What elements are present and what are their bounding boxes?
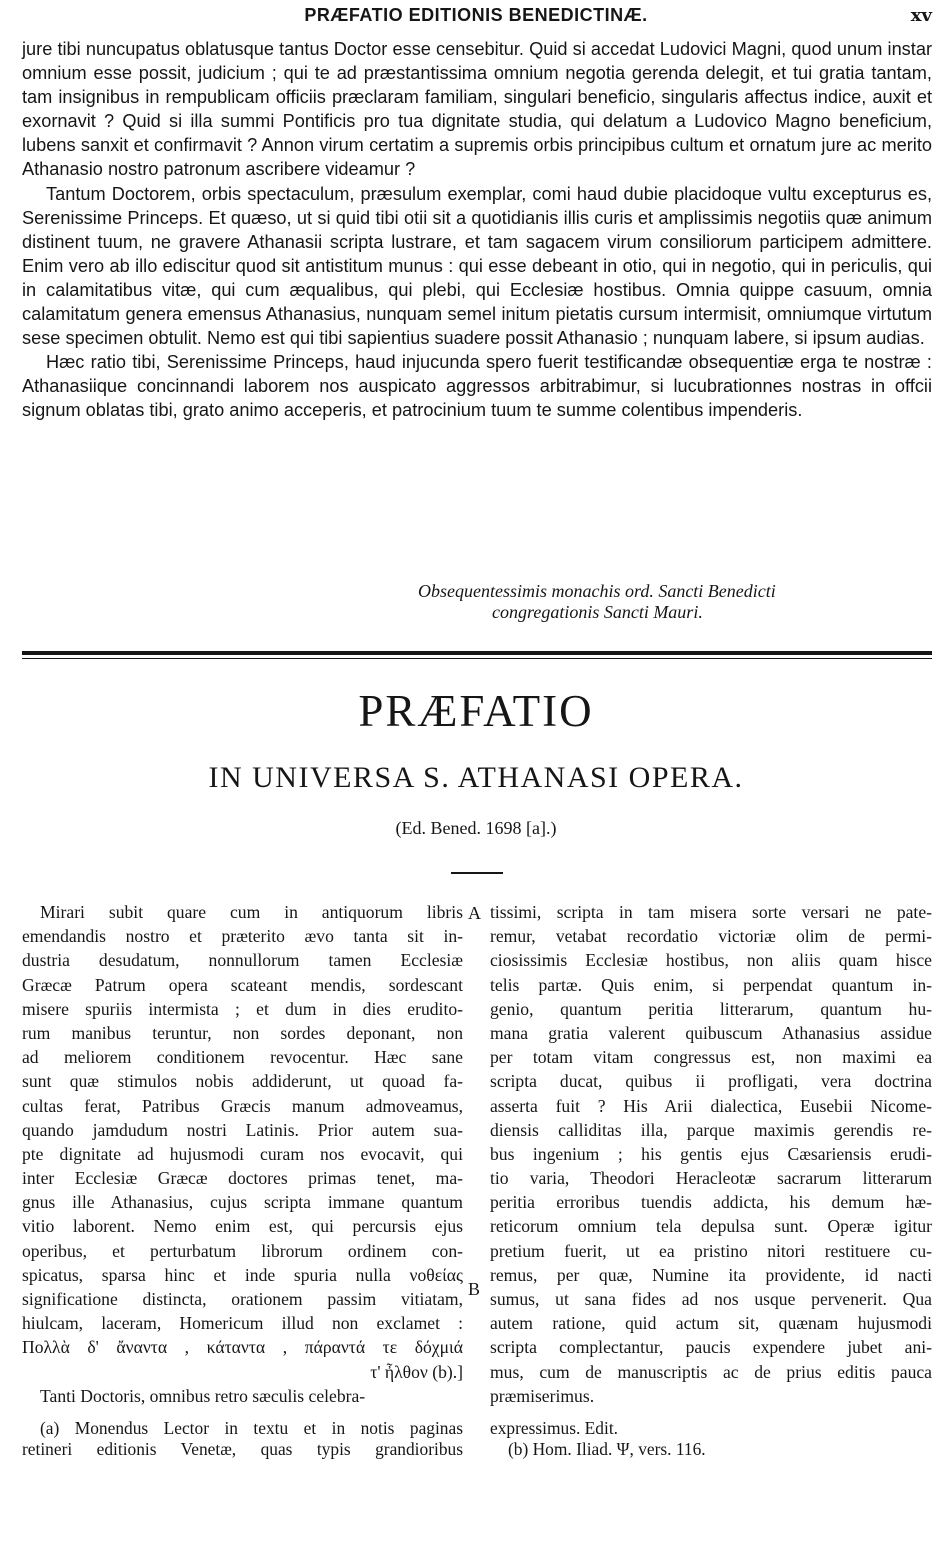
page-number: xv: [910, 5, 932, 26]
section-divider-thin: [22, 658, 932, 659]
margin-marker-a: A: [468, 903, 481, 923]
text-line: pte dignitate ad hujusmodi curam nos evocavit, qui: [22, 1143, 463, 1164]
footnote-a: [22, 1418, 463, 1460]
text-line: telis partæ. Quis enim, si perpendat quantum in-: [490, 974, 932, 995]
text-line: sunt quæ stimulos nobis addiderunt, ut quoad fa-: [22, 1071, 463, 1092]
text-line: Græcæ Patrum opera scateant mendis, sordescant: [22, 974, 463, 995]
text-line: scripta complectantur, paucis expendere jubet ani-: [490, 1337, 932, 1358]
text-line: diensis calliditas illa, parque maximis gerendis re-: [490, 1119, 932, 1140]
footnote-line: (a) Monendus Lector in textu et in notis paginas: [40, 1418, 463, 1438]
text-line: remus, per quæ, Numine ita providente, id nacti: [490, 1264, 932, 1285]
text-line: inter Ecclesiæ Græcæ doctores primas tenet, ma-: [22, 1168, 463, 1189]
text-line: cultas ferat, Patribus Græcis manum admoveamus,: [22, 1095, 463, 1116]
text-line: præmiserimus.: [490, 1385, 595, 1406]
text-line: significatione distincta, orationem passim vitiatam,: [22, 1289, 463, 1309]
text-line: operibus, et perturbatum librorum ordinem con-: [22, 1240, 463, 1261]
text-line: asserta fuit ? His Arii dialectica, Eusebii Nicome-: [490, 1095, 932, 1116]
preface-title: PRÆFATIO: [358, 686, 594, 736]
text-line: bus ingenium ; his gentis ejus Cæsariensis erudi-: [490, 1143, 932, 1164]
dedication-paragraph: Hæc ratio tibi, Serenissime Princeps, haud injucunda spero fuerit testificandæ obsequentiæ erga te nostræ : Athanasiique concinnandi laborem nos auspicato aggressos arbitrabimur, si lucubrationnes nostras in offcii signum oblatas tibi, grato animo acceperis, et patrocinium tuum te summe colentibus impenderis.: [22, 352, 932, 421]
greek-verse-line: Πολλὰ δ' ἄναντα , κάταντα , πάραντά τε δόχμιά: [22, 1337, 463, 1358]
footnote-line: retineri editionis Venetæ, quas typis grandioribus: [22, 1439, 463, 1459]
running-header-title: PRÆFATIO EDITIONIS BENEDICTINÆ.: [304, 5, 648, 25]
right-column: [490, 900, 932, 1408]
text-line: ad meliorem conditionem revocentur. Hæc sane: [22, 1047, 463, 1068]
dedication-paragraph: jure tibi nuncupatus oblatusque tantus Doctor esse censebitur. Quid si accedat Ludovici Magni, quod unum instar omnium esse possit, judicium ; qui te ad præstantissima omnium negotia gerenda delegit, et tui gratia tantam, tam insignibus in rempublicam officiis præclaram familiam, singulari beneficio, singularis affectus indice, auxit et exornavit ? Quid si illa summi Pontificis pro tua dignitate studia, qui delatum a Ludovico Magno beneficium, lubens sanxit et confirmavit ? Annon virum certatim a supremis orbis principibus cultum et ornatum jure ac merito Athanasio nostro patronum ascribere videamur ?: [22, 39, 932, 180]
text-line: per totam vitam congressus est, non maximi ea: [490, 1047, 932, 1068]
greek-verse-line: τ' ἦλθον (b).]: [370, 1361, 463, 1382]
text-line: spicatus, sparsa hinc et inde spuria nulla νοθείας: [22, 1264, 463, 1285]
text-line: Tanti Doctoris, omnibus retro sæculis celebra-: [40, 1385, 366, 1406]
signature-line-2: congregationis Sancti Mauri.: [492, 602, 703, 622]
text-line: quando jamdudum nostri Latinis. Prior autem sua-: [22, 1119, 463, 1140]
dedication-paragraph: Tantum Doctorem, orbis spectaculum, præsulum exemplar, comi haud dubie placidoque vultu excepturus es, Serenissime Princeps. Et quæso, ut si quid tibi otii sit a quotidianis illis curis et amplissimis negotiis quæ animum distinent tuum, ne gravere Athanasii scripta lustrare, et tam sagacem virum consiliorum participem admittere. Enim vero ab illo ediscitur quod sit antistitum munus : qui esse debeant in otio, qui in negotio, qui in periculis, qui in calamitatibus vitæ, qui cum æqualibus, qui plebi, qui Ecclesiæ hostibus. Omnia quippe casuum, omnia calamitatum genera emensus Athanasius, nunquam semel initum pietatis cursum intermisit, omniumque virtutum sese specimen obtulit. Nemo est qui tibi sapientius suadere possit Athanasio ; nunquam labere, si ipsum audias.: [22, 183, 932, 349]
text-line: gnus ille Athanasius, cujus scripta immane quantum: [22, 1192, 463, 1213]
footnote-line: (b) Hom. Iliad. Ψ, vers. 116.: [508, 1439, 706, 1459]
edition-note: (Ed. Bened. 1698 [a].): [395, 818, 557, 838]
text-line: misere spuriis intermista ; et dum in dies erudito-: [22, 998, 463, 1019]
text-line: ciosissimis Ecclesiæ hostibus, non aliis quam hisce: [490, 950, 932, 971]
text-line: reticorum omnium tela depulsa sunt. Operæ igitur: [490, 1216, 932, 1237]
text-line: pretium fuerit, ut ea pristino nitori restituere cu-: [490, 1240, 932, 1261]
dedication-text: [22, 37, 932, 423]
text-line: peritia erroribus tuendis addicta, his demum hæ-: [490, 1192, 932, 1213]
text-line: autem ratione, quid actum sit, quænam hujusmodi: [490, 1313, 932, 1334]
text-line: emendandis nostro et præterito ævo tanta sit in-: [22, 926, 463, 947]
left-column: [22, 900, 463, 1408]
section-divider-thick: [22, 651, 932, 655]
text-line: dustria desudatum, nonnullorum tamen Ecclesiæ: [22, 950, 463, 971]
title-rule: [451, 872, 503, 874]
text-line: rum manibus teruntur, non sordes deponant, non: [22, 1022, 463, 1043]
text-line: sumus, ut sana fides ad nos usque pervenerit. Qua: [490, 1289, 932, 1309]
text-line: genio, quantum peritia litterarum, quantum hu-: [490, 998, 932, 1019]
text-line: hiulcam, laceram, Homericum illud non exclamet :: [22, 1313, 463, 1334]
text-line: mana gratia valerent quibuscum Athanasius assidue: [490, 1022, 932, 1043]
preface-subtitle: IN UNIVERSA S. ATHANASI OPERA.: [208, 761, 744, 794]
text-line: tissimi, scripta in tam misera sorte versari ne pate-: [490, 902, 932, 922]
signature-line-1: Obsequentessimis monachis ord. Sancti Benedicti: [418, 581, 776, 601]
text-line: vitio laborent. Nemo enim est, qui percursis ejus: [22, 1216, 463, 1237]
footnote-b: [490, 1418, 932, 1460]
margin-marker-b: B: [468, 1279, 481, 1299]
text-line: remur, vetabat recordatio victoriæ olim de permi-: [490, 926, 932, 947]
text-line: mus, cum de manuscriptis ac de prius editis pauca: [490, 1361, 932, 1382]
footnote-line: expressimus. Edit.: [490, 1418, 619, 1438]
text-line: tio varia, Theodori Heracleotæ sacrarum litterarum: [490, 1168, 932, 1189]
text-line: scripta ducat, quibus ii profligati, vera doctrina: [490, 1071, 932, 1092]
text-line: Mirari subit quare cum in antiquorum libris: [40, 902, 463, 922]
